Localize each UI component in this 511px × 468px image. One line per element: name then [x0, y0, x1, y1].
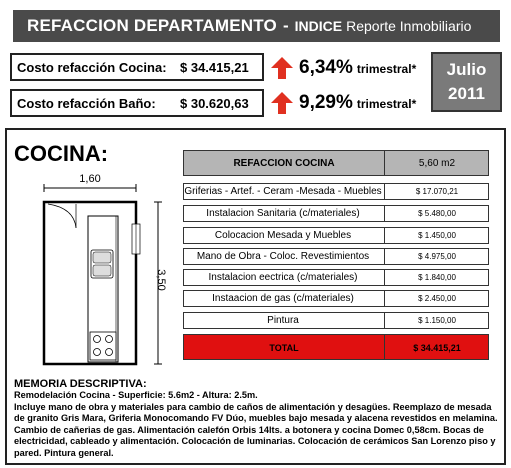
row-divider: [384, 228, 385, 243]
table-row: [183, 269, 489, 286]
row-divider: [384, 184, 385, 199]
cost-cocina-box: [10, 53, 264, 81]
plan-length-label: 3,50: [155, 269, 167, 291]
row-label: Instaacion de gas (c/materiales): [212, 293, 354, 304]
cost-bano-suffix: trimestral*: [356, 97, 417, 111]
cost-cocina-change: [299, 57, 416, 79]
row-amount: $ 5.480,00: [418, 209, 456, 218]
row-amount: $ 2.450,00: [418, 294, 456, 303]
cost-cocina-pct: 6,34%: [299, 57, 353, 78]
row-label: Griferias - Artef. - Ceram -Mesada - Muebles: [184, 186, 382, 197]
table-header-label: REFACCION COCINA: [233, 158, 335, 169]
cost-bano-value: $ 30.620,63: [180, 95, 249, 111]
report-banner: [13, 10, 500, 42]
date-box: [431, 52, 502, 112]
row-divider: [384, 313, 385, 328]
row-label: Mano de Obra - Coloc. Revestimientos: [196, 251, 370, 262]
memoria-heading: MEMORIA DESCRIPTIVA:: [14, 378, 147, 390]
cost-bano-label: Costo refacción Baño:: [17, 95, 156, 111]
cost-bano-change: [299, 92, 416, 114]
cost-cocina-value: $ 34.415,21: [180, 59, 249, 75]
row-divider: [384, 270, 385, 285]
row-amount: $ 1.150,00: [418, 316, 456, 325]
row-label: Instalacion Sanitaria (c/materiales): [206, 208, 360, 219]
table-row: [183, 248, 489, 265]
memoria-line1: Remodelación Cocina - Superficie: 5.6m2 - Altura: 2.5m.: [14, 390, 258, 400]
banner-subtitle: Reporte Inmobiliario: [346, 18, 472, 34]
cost-cocina-label: Costo refacción Cocina:: [17, 59, 167, 75]
plan-width-label: 1,60: [79, 173, 101, 185]
up-arrow-icon: [270, 56, 294, 80]
total-divider: [384, 335, 385, 359]
row-label: Instalacion eectrica (c/materiales): [208, 272, 358, 283]
banner-brand: INDICE: [294, 18, 343, 34]
table-row: [183, 205, 489, 222]
banner-dash: -: [282, 16, 289, 35]
row-divider: [384, 249, 385, 264]
row-amount: $ 17.070,21: [415, 187, 459, 196]
total-label: TOTAL: [269, 343, 299, 353]
table-row: [183, 227, 489, 244]
section-title: COCINA:: [14, 141, 109, 166]
row-amount: $ 4.975,00: [418, 252, 456, 261]
cost-cocina-suffix: trimestral*: [356, 62, 417, 76]
up-arrow-icon: [270, 91, 294, 115]
table-row: [183, 183, 489, 200]
table-row: [183, 312, 489, 329]
kitchen-floor-plan: [30, 168, 180, 378]
row-amount: $ 1.840,00: [418, 273, 456, 282]
banner-title: REFACCION DEPARTAMENTO: [27, 16, 277, 35]
total-value: $ 34.415,21: [413, 343, 461, 353]
cost-bano-pct: 9,29%: [299, 92, 353, 113]
row-divider: [384, 206, 385, 221]
date-year: 2011: [448, 84, 485, 103]
memoria-body: Incluye mano de obra y materiales para cambio de caños de alimentación y desagües. Reemplazo de mesada de granito Gris Mara, Griferia Monocomando FV Dúo, muebles bajo mesada y alacena revestidos en melamina. Cambio de cañerias de gas. Alimentación calefón Orbis 14lts. a botonera y cocina Domec 0,58cm. Bocas de electricidad, cableado y alimentación. Colocación de luminarias. Colocación de cerámicos San Lorenzo piso y pared. Pintura general.: [14, 401, 498, 458]
memoria-descriptiva: [14, 378, 499, 459]
row-label: Colocacion Mesada y Muebles: [214, 230, 352, 241]
row-divider: [384, 291, 385, 306]
table-total-row: [183, 334, 489, 360]
date-month: Julio: [446, 60, 487, 79]
table-header: [183, 150, 489, 176]
row-label: Pintura: [267, 315, 299, 326]
table-header-value: 5,60 m2: [418, 158, 456, 169]
row-amount: $ 1.450,00: [418, 231, 456, 240]
table-header-divider: [384, 151, 385, 175]
cost-bano-box: [10, 89, 264, 117]
table-row: [183, 290, 489, 307]
